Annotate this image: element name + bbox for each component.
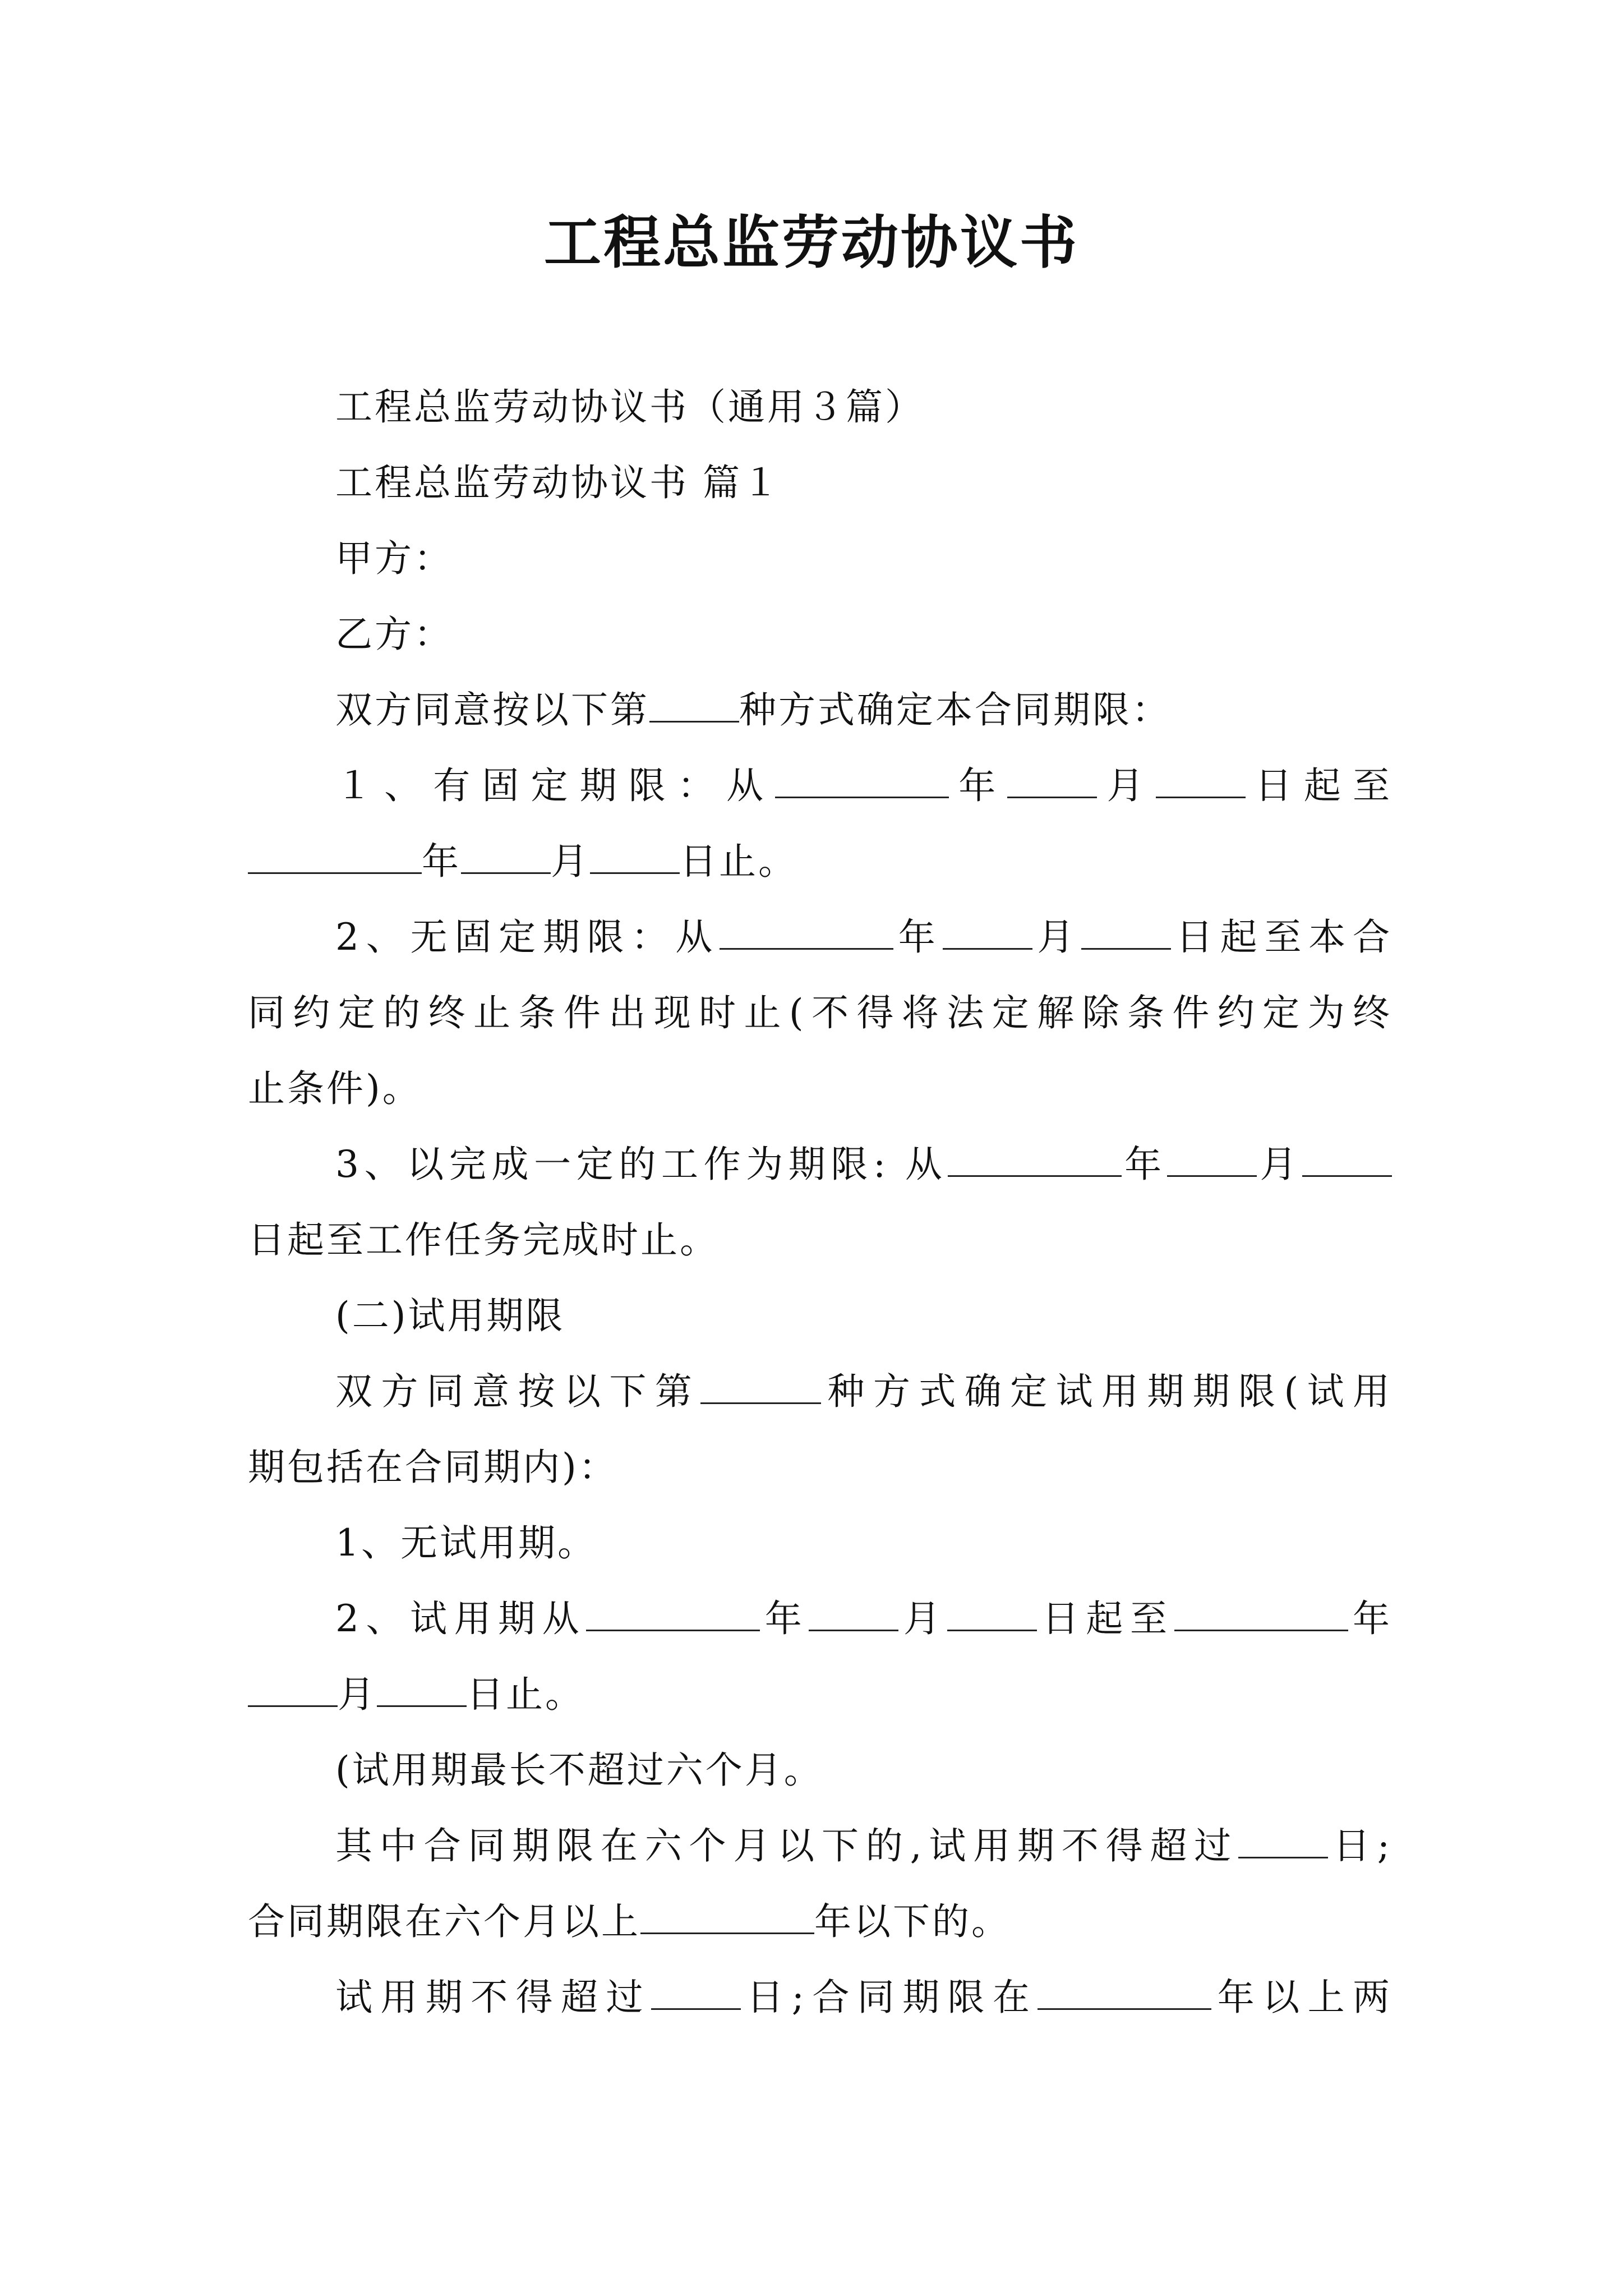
text-span: 年以上两 [1211,1976,1392,2019]
text-span: 日起至本合 [1171,915,1393,959]
text-span: 1、无试用期。 [335,1521,597,1565]
blank-underline [640,1900,814,1934]
blank-underline [943,915,1032,950]
paragraph-line [335,380,1392,434]
text-span: 日止。 [467,1673,584,1716]
text-span: 双方同意按以下第 [335,1370,701,1413]
text-span: 年 [760,1597,809,1640]
text-span: 年 [1121,1143,1167,1186]
blank-underline [1081,915,1171,950]
paragraph-line [335,456,1392,510]
blank-underline [1156,764,1246,798]
text-span: 月 [551,840,590,883]
text-span: 日起至工作任务完成时止。 [248,1218,719,1262]
text-span: 试用期不得超过 [335,1976,651,2019]
paragraph-line [248,1213,1392,1267]
text-span: 日止。 [680,840,797,883]
text-span: 年 [893,915,943,959]
text-span: 月 [898,1597,948,1640]
paragraph-line [248,986,1392,1040]
paragraph-line [248,835,1392,889]
text-span: 期包括在合同期内)： [248,1446,618,1489]
text-span: 工程总监劳动协议书 篇１ [335,461,781,504]
blank-underline [586,1597,760,1631]
paragraph-line [335,1743,1392,1797]
text-span: 年 [422,840,461,883]
text-span: 双方同意按以下第 [335,688,649,731]
paragraph-line [335,910,1392,964]
text-span: 日; [1328,1824,1392,1867]
text-span: 合同期限在六个月以上 [248,1900,640,1943]
blank-underline [1167,1143,1257,1177]
text-span: 种方式确定本合同期限： [739,688,1171,731]
paragraph-line [335,1971,1392,2024]
paragraph-line [335,759,1392,813]
blank-underline [1038,1976,1211,2010]
text-span: 种方式确定试用期期限(试用 [821,1370,1393,1413]
text-span: 止条件)。 [248,1067,422,1110]
paragraph-line [248,1895,1392,1949]
paragraph-line [248,1668,1392,1722]
blank-underline [461,840,551,874]
blank-underline [1174,1597,1348,1631]
paragraph-line [335,1516,1392,1570]
text-span: (试用期最长不超过六个月。 [335,1749,823,1792]
paragraph-line [335,1365,1392,1419]
document-title: 工程总监劳动协议书 [544,209,1079,277]
blank-underline [649,688,739,723]
blank-underline [248,1673,338,1707]
text-span: 工程总监劳动协议书（通用３篇） [335,385,924,429]
text-span: 2、试用期从 [335,1597,587,1640]
text-span: 日起至 [1245,764,1392,807]
blank-underline [809,1597,898,1631]
text-span: 甲方： [335,537,453,580]
blank-underline [947,1597,1037,1631]
paragraph-line [335,532,1392,586]
paragraph-line [335,608,1392,661]
text-span: 月 [338,1673,377,1716]
blank-underline [248,840,422,874]
text-span: 日;合同期限在 [740,1976,1038,2019]
blank-underline [948,1143,1122,1177]
paragraph-line [248,1441,1392,1494]
blank-underline [1007,764,1097,798]
text-span: 日起至 [1037,1597,1174,1640]
blank-underline [720,915,893,950]
text-span: (二)试用期限 [335,1294,565,1337]
blank-underline [377,1673,467,1707]
text-span: 年 [949,764,1008,807]
text-span: １、有固定期限：从 [335,764,776,807]
blank-underline [590,840,680,874]
paragraph-line [335,683,1392,737]
paragraph-line [335,1138,1392,1191]
paragraph-line [248,1062,1392,1116]
text-span: 2、无固定期限：从 [335,915,720,959]
paragraph-line [335,1592,1392,1646]
text-span: 月 [1256,1143,1303,1186]
text-span: 其中合同期限在六个月以下的,试用期不得超过 [335,1824,1239,1867]
paragraph-line [335,1819,1392,1873]
text-span: 月 [1032,915,1082,959]
blank-underline [651,1976,741,2010]
text-span: 同约定的终止条件出现时止(不得将法定解除条件约定为终 [248,991,1392,1034]
paragraph-line [335,1289,1392,1343]
text-span: 年以下的。 [814,1900,1011,1943]
blank-underline [775,764,949,798]
text-span: 3、以完成一定的工作为期限: 从 [335,1143,948,1186]
text-span: 年 [1348,1597,1393,1640]
blank-underline [1238,1824,1328,1858]
blank-underline [700,1370,821,1404]
text-span: 月 [1097,764,1156,807]
blank-underline [1302,1143,1392,1177]
text-span: 乙方： [335,613,453,656]
